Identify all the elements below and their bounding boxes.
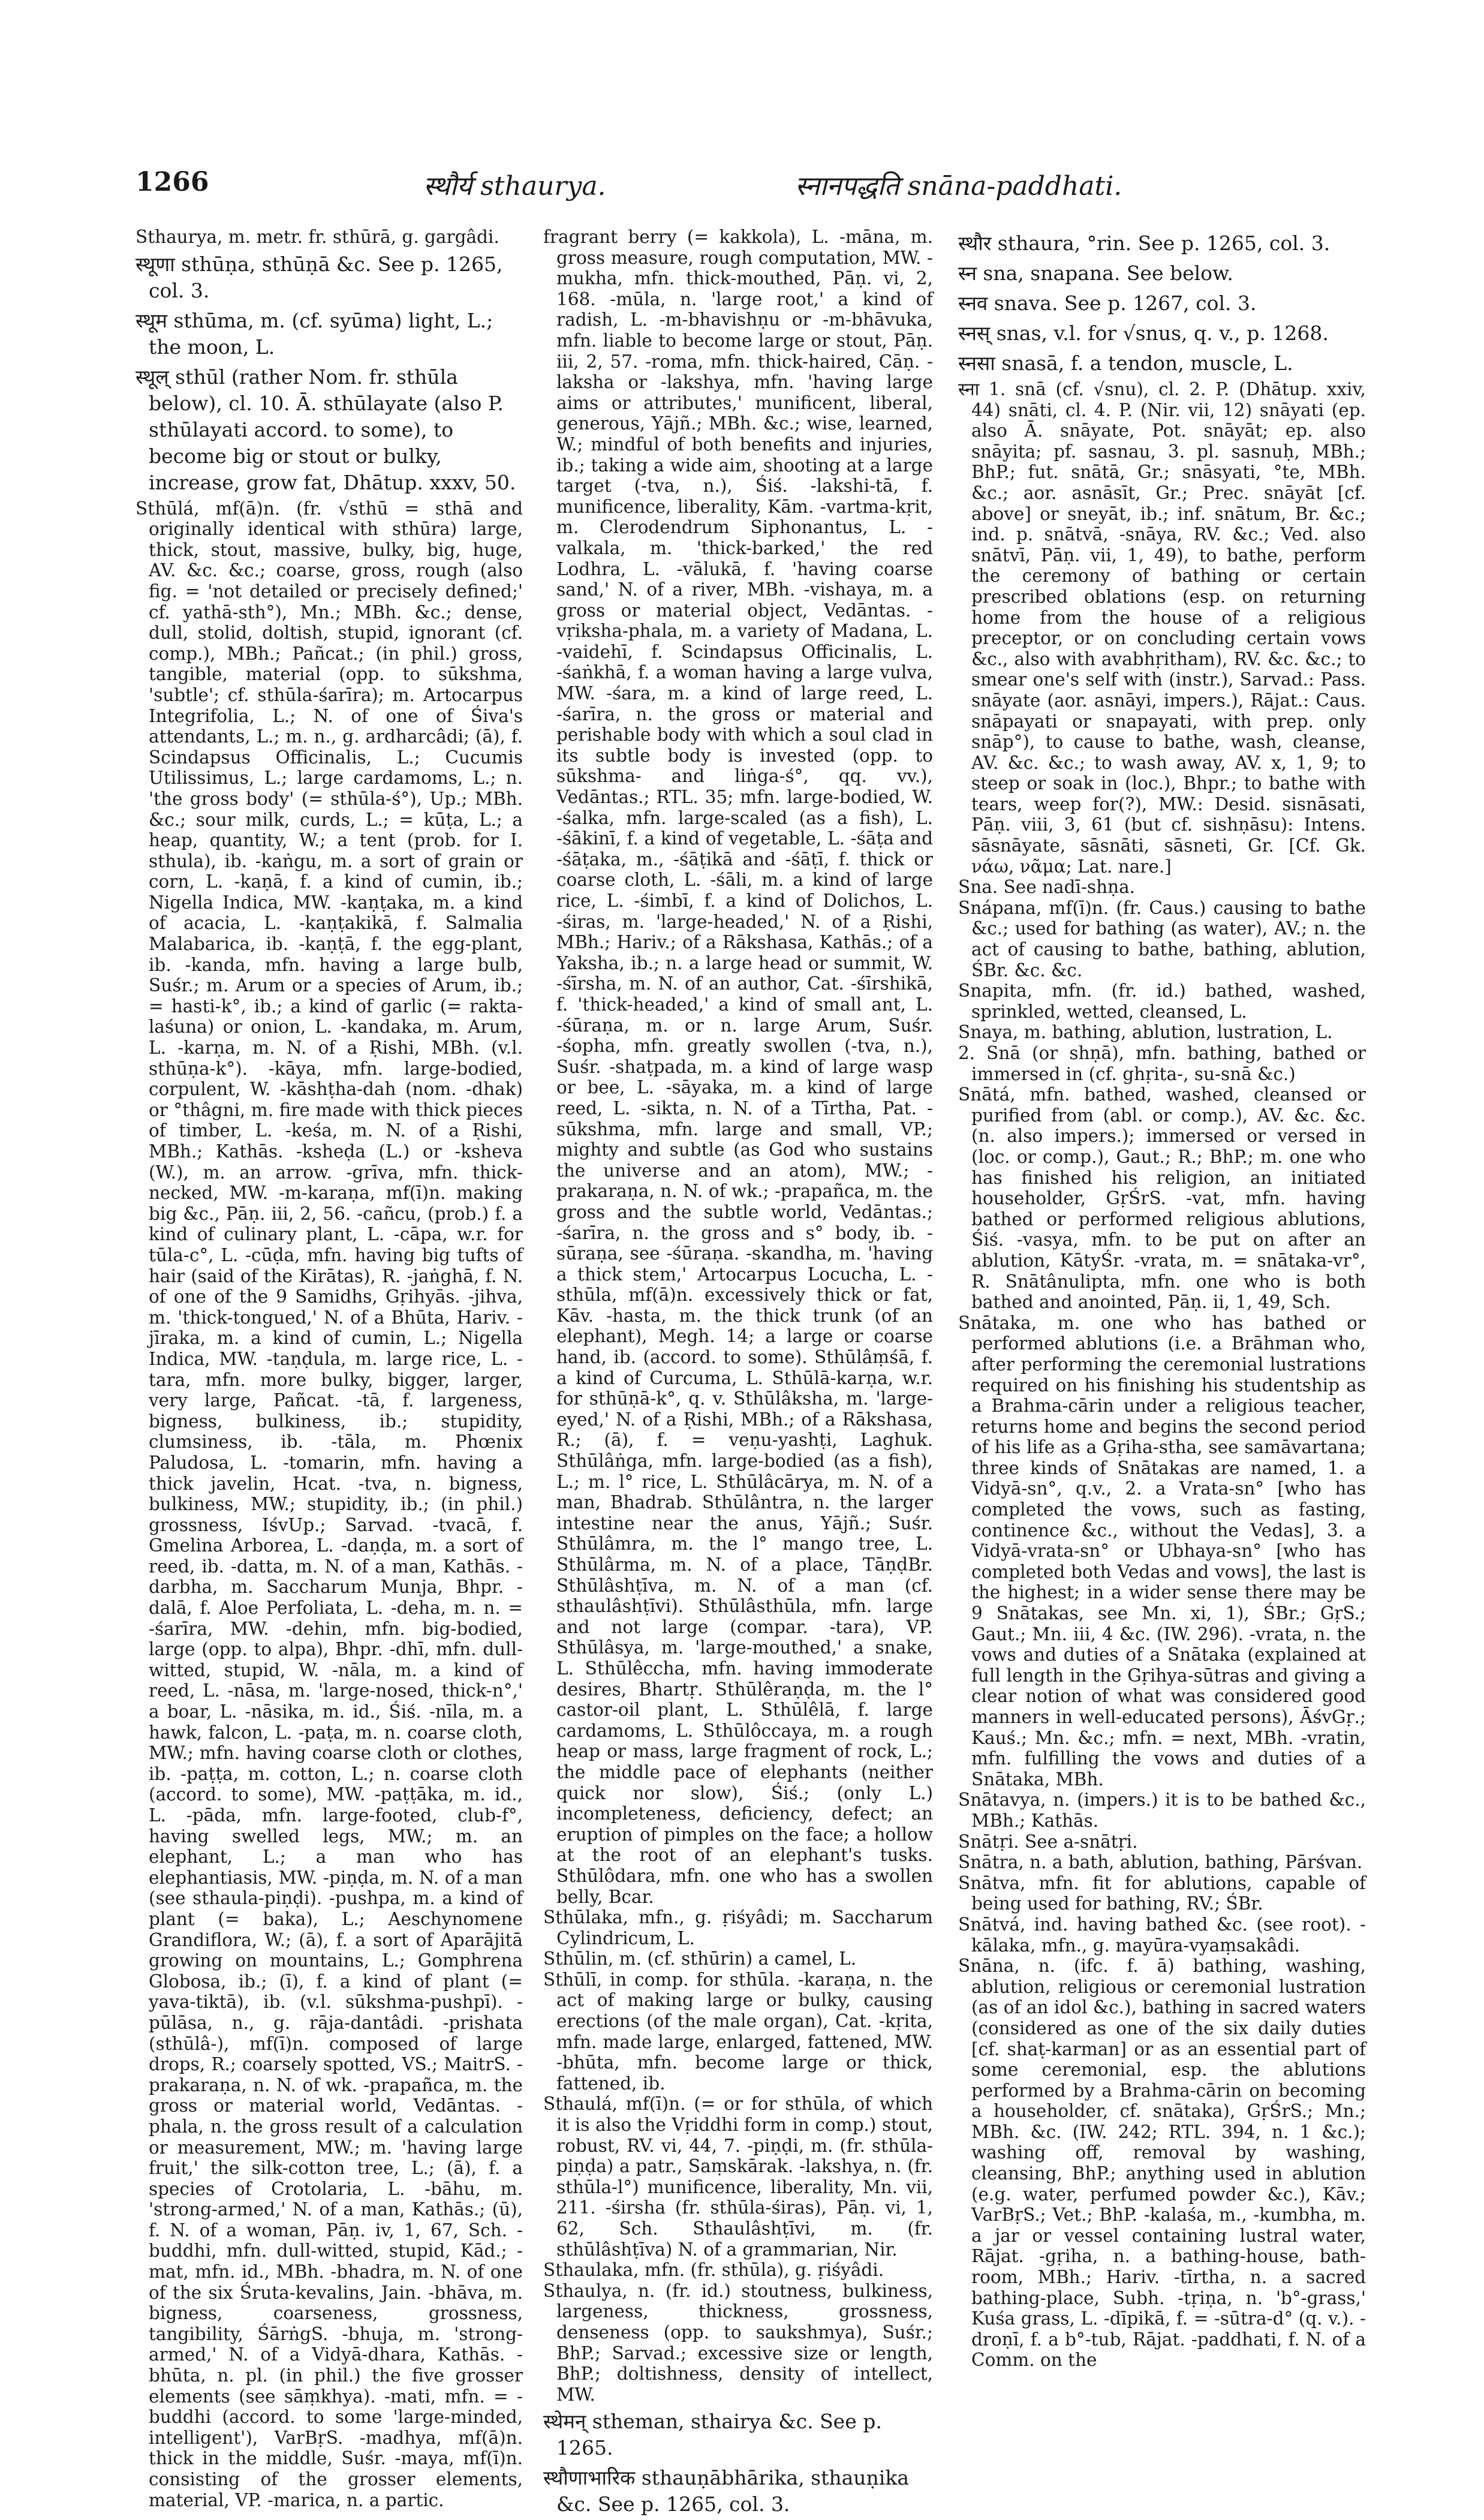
entry: स्थूणा sthūṇa, sthūṇā &c. See p. 1265, col. 3. (136, 252, 503, 302)
entry: स्थौर sthaura, °rin. See p. 1265, col. 3. (958, 231, 1331, 255)
entry: Snātaka, m. one who has bathed or performed ablutions (i.e. a Brāhman who, after performing the ceremonial lustrations required on his finishing his studentship as a Brahma-cārin under a religious teacher, returns home and begins the second period of his life as a Gṛiha-stha, see samāvartana; three kinds of Snātakas are named, 1. a Vidyā-sn°, q.v., 2. a Vrata-sn° [who has completed the vows, such as fasting, continence &c., without the Vedas], 3. a Vidyā-vrata-sn° or Ubhaya-sn° [who has completed both Vedas and vows], the last is the highest; in a wider sense there may be 9 Snātakas, see Mn. xi, 1), ŚBr.; GṛS.; Gaut.; Mn. iii, 4 &c. (IW. 296). -vrata, n. the vows and duties of a Snātaka (explained at full length in the Gṛihya-sūtras and giving a clear notion of what was considered good manners in well-educated persons), ĀśvGṛ.; Kauś.; Mn. &c.; mfn. = next, MBh. -vratin, mfn. fulfilling the vows and duties of a Snātaka, MBh. (958, 1312, 1366, 1790)
entry: Sna. See nadī-shṇa. (958, 877, 1136, 898)
entry: Snātvá, ind. having bathed &c. (see root). -kālaka, mfn., g. mayūra-vyaṃsakâdi. (958, 1914, 1366, 1956)
entry: Sthūlin, m. (cf. sthūrin) a camel, L. (543, 1948, 857, 1969)
entry: स्थूल् sthūl (rather Nom. fr. sthūla below), cl. 10. Ā. sthūlayate (also P. sthūlayati accord. to some), to become big or stout or bulky, increase, grow fat, Dhātup. xxxv, 50. (136, 365, 516, 494)
entry: स्थेमन् stheman, sthairya &c. See p. 1265. (543, 2410, 882, 2460)
entry: Sthaurya, m. metr. fr. sthūrā, g. gargâdi. (136, 227, 499, 247)
page-number: 1266 (136, 167, 209, 197)
entry: Snápana, mf(ī)n. (fr. Caus.) causing to bathe &c.; used for bathing (as water), AV.; n. the act of causing to bathe, bathing, ablution, ŚBr. &c. &c. (958, 897, 1366, 981)
column-1 (136, 227, 523, 2510)
entry: Snātá, mfn. bathed, washed, cleansed or purified from (abl. or comp.), AV. &c. &c. (n. also impers.); immersed or versed in (loc. or comp.), Gaut.; R.; BhP.; m. one who has finished his religion, an initiated householder, GṛŚrS. -vat, mfn. having bathed or performed religious ablutions, Śiś. -vasya, mfn. to be put on after an ablution, KātyŚr. -vrata, m. = snātaka-vr°, R. Snātânulipta, mfn. one who is both bathed and anointed, Pāṇ. ii, 1, 49, Sch. (958, 1084, 1366, 1313)
entry: Snāna, n. (ifc. f. ā) bathing, washing, ablution, religious or ceremonial lustration (as of an idol &c.), bathing in sacred waters (considered as one of the six daily duties [cf. shaṭ-karman] or as an essential part of some ceremonial, esp. the ablutions performed by a Brahma-cārin on becoming a householder, cf. snātaka), GṛŚrS.; Mn.; MBh. &c. (IW. 242; RTL. 394, n. 1 &c.); washing off, removal by washing, cleansing, BhP.; anything used in ablution (e.g. water, perfumed powder &c.), Kāv.; VarBṛS.; Vet.; BhP. -kalaśa, m., -kumbha, m. a jar or vessel containing lustral water, Rājat. -gṛiha, n. a bathing-house, bath-room, MBh.; Hariv. -tīrtha, n. a sacred bathing-place, Subh. -tṛiṇa, n. 'b°-grass,' Kuśa grass, L. -dīpikā, f. = -sūtra-d° (q. v.). -droṇī, f. a b°-tub, Rājat. -paddhati, f. N. of a Comm. on the (958, 1956, 1366, 2371)
header-left-headword: स्थौर्य sthaurya. (423, 171, 606, 202)
entry: Snapita, mfn. (fr. id.) bathed, washed, sprinkled, wetted, cleansed, L. (958, 981, 1366, 1022)
entry: स्नस् snas, v.l. for √snus, q. v., p. 1268. (958, 321, 1329, 345)
header-right-headword: स्नानपद्धति snāna-paddhati. (795, 171, 1122, 202)
column-3 (958, 227, 1366, 2371)
entry: Sthūlaka, mfn., g. ṛiśyâdi; m. Saccharum Cylindricum, L. (543, 1907, 933, 1948)
entry: स्थौणाभारिक sthauṇābhārika, sthauṇika &c. See p. 1265, col. 3. (543, 2466, 910, 2516)
entry: Sthaulaka, mfn. (fr. sthūla), g. ṛiśyâdi. (543, 2260, 884, 2281)
entry: Sthaulá, mf(ī)n. (= or for sthūla, of which it is also the Vṛiddhi form in comp.) stout, robust, RV. vi, 44, 7. -piṇḍi, m. (fr. sthūla-piṇḍa) a patr., Saṃskārak. -lakshya, n. (fr. sthūla-l°) munificence, liberality, Mn. vii, 211. -śirsha (fr. sthūla-śiras), Pāṇ. vi, 1, 62, Sch. Sthaulâshṭīvi, m. (fr. sthūlâshṭīva) N. of a grammarian, Nir. (543, 2094, 933, 2260)
entry: स्नव snava. See p. 1267, col. 3. (958, 291, 1257, 315)
entry: Snātṛi. See a-snātṛi. (958, 1831, 1138, 1852)
entry: स्नसा snasā, f. a tendon, muscle, L. (958, 351, 1293, 375)
entry: 2. Snā (or shṇā), mfn. bathing, bathed or immersed in (cf. ghṛita-, su-snā &c.) (958, 1043, 1366, 1084)
entry: स्ना 1. snā (cf. √snu), cl. 2. P. (Dhātup. xxiv, 44) snāti, cl. 4. P. (Nir. vii, 12) snāyati (ep. also Ā. snāyate, Pot. snāyāt; ep. also snāyita; pf. sasnau, 3. pl. sasnuḥ, MBh.; BhP.; fut. snātā, Gr.; snāsyati, °te, MBh. &c.; aor. asnāsīt, Gr.; Prec. snāyāt [cf. above] or sneyāt, ib.; inf. snātum, Br. &c.; ind. p. snātvā, -snāya, RV. &c.; Ved. also snātvī, Pāṇ. vii, 1, 49), to bathe, perform the ceremony of bathing or certain prescribed oblations (esp. on returning home from the house of a religious preceptor, or on concluding certain vows &c., also with avabhṛitham), RV. &c. &c.; to smear one's self with (instr.), Sarvad.: Pass. snāyate (aor. asnāyi, impers.), Rājat.: Caus. snāpayati or snapayati, with prep. only snāp°), to cause to bathe, wash, cleanse, AV. &c. &c.; to wash away, AV. x, 1, 9; to steep or soak in (loc.), Bhpr.; to bathe with tears, weep for(?), MW.: Desid. sisnāsati, Pāṇ. viii, 3, 61 (but cf. sishṇāsu): Intens. sāsnāyate, sāsnāti, sāsneti, Gr. [Cf. Gk. νάω, νᾶμα; Lat. nare.] (958, 379, 1366, 877)
entry: fragrant berry (= kakkola), L. -māna, m. gross measure, rough computation, MW. -mukha, mfn. thick-mouthed, Pāṇ. vi, 2, 168. -mūla, n. 'large root,' a kind of radish, L. -m-bhavishṇu or -m-bhāvuka, mfn. liable to become large or stout, Pāṇ. iii, 2, 57. -roma, mfn. thick-haired, Cāṇ. -laksha or -lakshya, mfn. 'having large aims or attributes,' munificent, liberal, generous, Yājñ.; MBh. &c.; wise, learned, W.; mindful of both benefits and injuries, ib.; taking a wide aim, shooting at a large target (-tva, n.), Śiś. -lakshi-tā, f. munificence, liberality, Kām. -vartma-kṛit, m. Clerodendrum Siphonantus, L. -valkala, m. 'thick-barked,' the red Lodhra, L. -vālukā, f. 'having coarse sand,' N. of a river, MBh. -vishaya, m. a gross or material object, Vedāntas. -vṛiksha-phala, m. a variety of Madana, L. -vaidehī, f. Scindapsus Officinalis, L. -śaṅkhā, f. a woman having a large vulva, MW. -śara, m. a kind of large reed, L. -śarīra, n. the gross or material and perishable body with which a soul clad in its subtle body is invested (opp. to sūkshma- and liṅga-ś°, qq. vv.), Vedāntas.; RTL. 35; mfn. large-bodied, W. -śalka, mfn. large-scaled (as a fish), L. -śākinī, f. a kind of vegetable, L. -śāṭa and -śāṭaka, m., -śāṭikā and -śāṭī, f. thick or coarse cloth, L. -śāli, m. a kind of large rice, L. -śimbī, f. a kind of Dolichos, L. -śiras, m. 'large-headed,' N. of a Ṛishi, MBh.; Hariv.; of a Rākshasa, Kathās.; of a Yaksha, ib.; n. a large head or summit, W. -śīrsha, m. N. of an author, Cat. -śīrshikā, f. 'thick-headed,' a kind of small ant, L. -śūraṇa, m. or n. large Arum, Suśr. -śopha, mfn. greatly swollen (-tva, n.), Suśr. -shaṭpada, m. a kind of large wasp or bee, L. -sāyaka, m. a kind of large reed, L. -sikta, n. N. of a Tīrtha, Pat. -sūkshma, mfn. large and small, VP.; mighty and subtle (as God who sustains the universe and an atom), MW.; -prakaraṇa, n. N. of wk.; -prapañca, m. the gross and the subtle world, Vedāntas.; -śarīra, n. the gross and s° body, ib. -sūraṇa, see -śūraṇa. -skandha, m. 'having a thick stem,' Artocarpus Locucha, L. -sthūla, mf(ā)n. excessively thick or fat, Kāv. -hasta, m. the thick trunk (of an elephant), Megh. 14; a large or coarse hand, ib. (accord. to some). Sthūlâṃśā, f. a kind of Curcuma, L. Sthūlā-karṇa, w.r. for sthūṇā-k°, q. v. Sthūlâksha, m. 'large-eyed,' N. of a Ṛishi, MBh.; of a Rākshasa, R.; (ā), f. = veṇu-yashṭi, Laghuk. Sthūlâṅga, mfn. large-bodied (as a fish), L.; m. l° rice, L. Sthūlâcārya, m. N. of a man, Bhadrab. Sthūlântra, n. the larger intestine near the anus, Yājñ.; Suśr. Sthūlâmra, m. the l° mango tree, L. Sthūlârma, m. N. of a place, TāṇḍBr. Sthūlâshṭīva, m. N. of a man (cf. sthaulâshṭīvi). Sthūlâsthūla, mfn. large and not large (compar. -tara), VP. Sthūlâsya, m. 'large-mouthed,' a snake, L. Sthūlêccha, mfn. having immoderate desires, Bhartṛ. Sthūlêraṇḍa, m. the l° castor-oil plant, L. Sthūlêlā, f. large cardamoms, L. Sthūlôccaya, m. a rough heap or mass, large fragment of rock, L.; the middle pace of elephants (neither quick nor slow), Śiś.; (only L.) incompleteness, deficiency, defect; an eruption of pimples on the face; a hollow at the root of an elephant's tusks. Sthūlôdara, mfn. one who has a swollen belly, Bcar. (543, 227, 933, 1907)
entry: Sthaulya, n. (fr. id.) stoutness, bulkiness, largeness, thickness, grossness, denseness (opp. to saukshmya), Suśr.; BhP.; Sarvad.; excessive size or length, BhP.; doltishness, density of intellect, MW. (543, 2280, 933, 2405)
entry: Snaya, m. bathing, ablution, lustration, L. (958, 1022, 1333, 1043)
entry: Snātavya, n. (impers.) it is to be bathed &c., MBh.; Kathās. (958, 1790, 1366, 1831)
entry: Snātra, n. a bath, ablution, bathing, Pārśvan. (958, 1852, 1363, 1873)
entry: Snātva, mfn. fit for ablutions, capable of being used for bathing, RV.; ŚBr. (958, 1872, 1366, 1914)
entry: Sthūlī, in comp. for sthūla. -karaṇa, n. the act of making large or bulky, causing erections (of the male organ), Cat. -kṛita, mfn. made large, enlarged, fattened, MW. -bhūta, mfn. become large or thick, fattened, ib. (543, 1969, 933, 2094)
entry: स्थूम sthūma, m. (cf. syūma) light, L.; the moon, L. (136, 308, 493, 359)
entry: Sthūlá, mf(ā)n. (fr. √sthū = sthā and originally identical with sthūra) large, thick, stout, massive, bulky, big, huge, AV. &c. &c.; coarse, gross, rough (also fig. = 'not detailed or precisely defined;' cf. yathā-sth°), Mn.; MBh. &c.; dense, dull, stolid, doltish, stupid, ignorant (cf. comp.), MBh.; Pañcat.; (in phil.) gross, tangible, material (opp. to sūkshma, 'subtle'; cf. sthūla-śarīra); m. Artocarpus Integrifolia, L.; N. of one of Śiva's attendants, L.; m. n., g. ardharcâdi; (ā), f. Scindapsus Officinalis, L.; Cucumis Utilissimus, L.; large cardamoms, L.; n. 'the gross body' (= sthūla-ś°), Up.; MBh. &c.; sour milk, curds, L.; = kūṭa, L.; a heap, quantity, W.; a tent (prob. for I. sthula), ib. -kaṅgu, m. a sort of grain or corn, L. -kaṇā, f. a kind of cumin, ib.; Nigella Indica, MW. -kaṇṭaka, m. a kind of acacia, L. -kaṇṭakikā, f. Salmalia Malabarica, ib. -kaṇṭā, f. the egg-plant, ib. -kanda, mfn. having a large bulb, Suśr.; m. Arum or a species of Arum, ib.; = hasti-k°, ib.; a kind of garlic (= rakta-laśuna) or onion, L. -kandaka, m. Arum, L. -karṇa, m. N. of a Ṛishi, MBh. (v.l. sthūṇa-k°). -kāya, mfn. large-bodied, corpulent, W. -kāshṭha-dah (nom. -dhak) or °thâgni, m. fire made with thick pieces of timber, L. -keśa, m. N. of a Ṛishi, MBh.; Kathās. -ksheḍa (L.) or -ksheva (W.), m. an arrow. -grīva, mfn. thick-necked, MW. -m-karaṇa, mf(ī)n. making big &c., Pāṇ. iii, 2, 56. -cañcu, (prob.) f. a kind of culinary plant, L. -cāpa, w.r. for tūla-c°, L. -cūḍa, mfn. having big tufts of hair (said of the Kirātas), R. -jaṅghā, f. N. of one of the 9 Samidhs, Gṛihyās. -jihva, m. 'thick-tongued,' N. of a Bhūta, Hariv. -jīraka, m. a kind of cumin, L.; Nigella Indica, MW. -taṇḍula, m. large rice, L. -tara, mfn. more bulky, bigger, larger, very large, Pañcat. -tā, f. largeness, bigness, bulkiness, ib.; stupidity, clumsiness, ib. -tāla, m. Phœnix Paludosa, L. -tomarin, mfn. having a thick javelin, Hcat. -tva, n. bigness, bulkiness, MW.; stupidity, ib.; (in phil.) grossness, IśvUp.; Sarvad. -tvacā, f. Gmelina Arborea, L. -daṇḍa, m. a sort of reed, ib. -datta, m. N. of a man, Kathās. -darbha, m. Saccharum Munja, Bhpr. -dalā, f. Aloe Perfoliata, L. -deha, m. n. = -śarīra, MW. -dehin, mfn. big-bodied, large (opp. to alpa), Bhpr. -dhī, mfn. dull-witted, stupid, W. -nāla, m. a kind of reed, L. -nāsa, m. 'large-nosed, thick-n°,' a boar, L. -nāsika, m. id., Śiś. -nīla, m. a hawk, falcon, L. -paṭa, m. n. coarse cloth, MW.; mfn. having coarse cloth or clothes, ib. -paṭṭa, m. cotton, L.; n. coarse cloth (accord. to some), MW. -paṭṭāka, m. id., L. -pāda, mfn. large-footed, club-f°, having swelled legs, MW.; m. an elephant, L.; a man who has elephantiasis, MW. -piṇḍa, m. N. of a man (see sthaula-piṇḍi). -pushpa, m. a kind of plant (= baka), L.; Aeschynomene Grandiflora, W.; (ā), f. a sort of Aparājitā growing on mountains, L.; Gomphrena Globosa, ib.; (ī), f. a kind of plant (= yava-tiktā), ib. (v.l. sūkshma-pushpī). -pūlāsa, n., g. rāja-dantâdi. -prishata (sthūlâ-), mf(ī)n. composed of large drops, R.; coarsely spotted, VS.; MaitrS. -prakaraṇa, n. N. of wk. -prapañca, m. the gross or material world, Vedāntas. -phala, n. the gross result of a calculation or measurement, MW.; m. 'having large fruit,' the silk-cotton tree, L.; (ā), f. a species of Crotolaria, L. -bāhu, m. 'strong-armed,' N. of a man, Kathās.; (ū), f. N. of a woman, Pāṇ. iv, 1, 67, Sch. -buddhi, mfn. dull-witted, stupid, Kād.; -mat, mfn. id., MBh. -bhadra, m. N. of one of the six Śruta-kevalins, Jain. -bhāva, m. bigness, coarseness, grossness, tangibility, ŚārṅgS. -bhuja, m. 'strong-armed,' N. of a Vidyā-dhara, Kathās. -bhūta, n. pl. (in phil.) the five grosser elements (see sāṃkhya). -mati, mfn. = -buddhi (accord. to some 'large-minded, intelligent'), VarBṛS. -madhya, mf(ā)n. thick in the middle, Suśr. -maya, mf(ī)n. consisting of the grosser elements, material, VP. -marica, n. a partic. (136, 498, 523, 2510)
entry: स्न sna, snapana. See below. (958, 261, 1233, 285)
page-header (136, 167, 1365, 210)
column-2 (543, 227, 933, 2520)
